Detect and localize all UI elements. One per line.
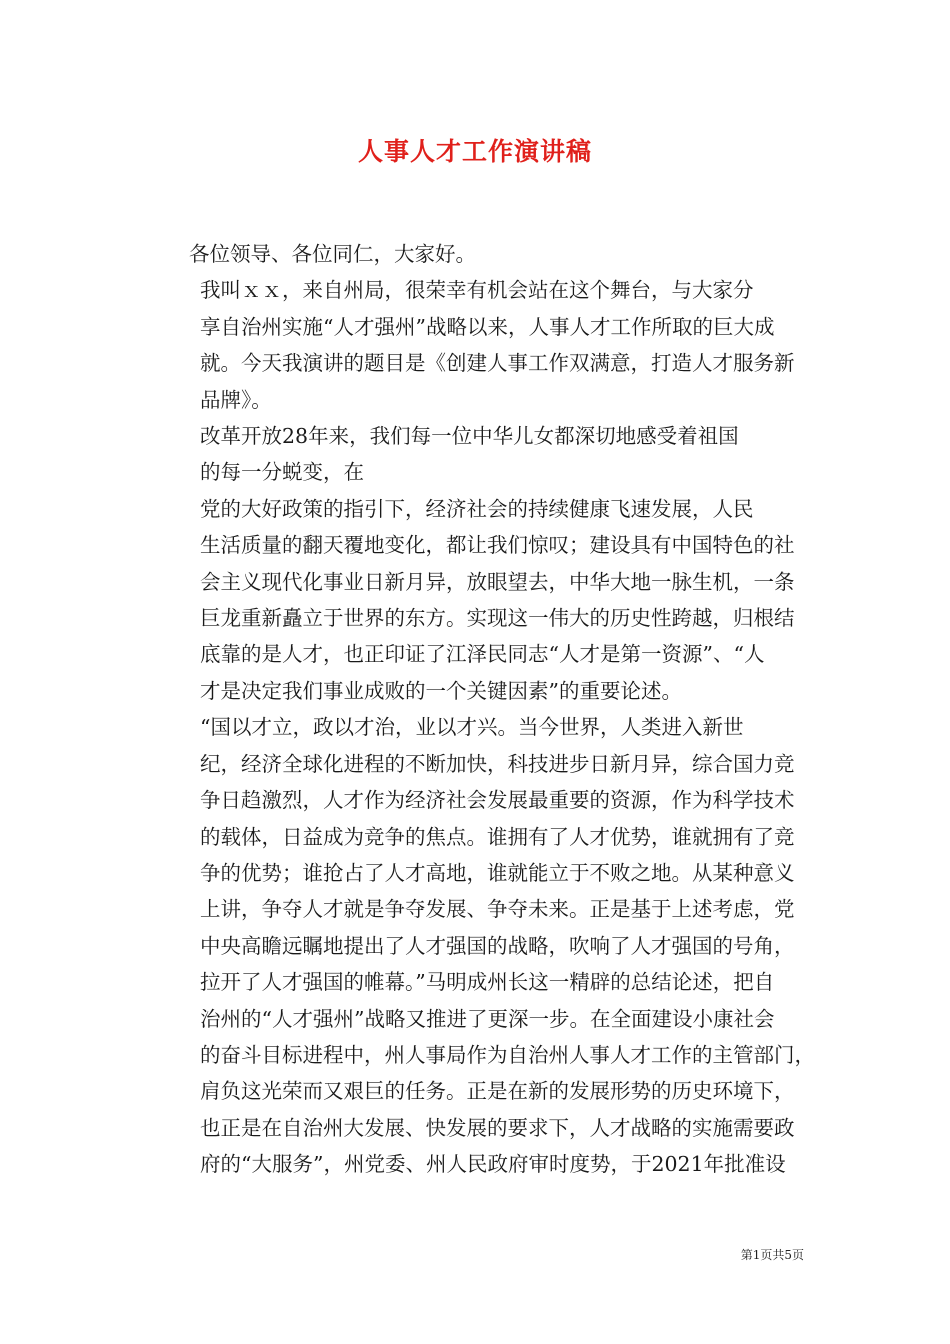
text-line: 才是决定我们事业成败的一个关键因素”的重要论述。 (200, 678, 682, 703)
paragraph-list (145, 272, 815, 1182)
text-line: 巨龙重新矗立于世界的东方。实现这一伟大的历史性跨越，归根结 (200, 606, 795, 631)
text-line: 争的优势；谁抢占了人才高地，谁就能立于不败之地。从某种意义 (200, 860, 795, 885)
text-line: 拉开了人才强国的帷幕。”马明成州长这一精辟的总结论述，把自 (200, 970, 775, 995)
text-line: 生活质量的翻天覆地变化，都让我们惊叹；建设具有中国特色的社 (200, 533, 795, 558)
text-line: 享自治州实施“人才强州”战略以来，人事人才工作所取的巨大成 (200, 314, 775, 339)
text-line: 纪，经济全球化进程的不断加快，科技进步日新月异，综合国力竞 (200, 751, 795, 776)
text-line: 党的大好政策的指引下，经济社会的持续健康飞速发展，人民 (200, 496, 754, 521)
text-line: 治州的“人才强州”战略又推进了更深一步。在全面建设小康社会 (200, 1006, 775, 1031)
text-line: 就。今天我演讲的题目是《创建人事工作双满意，打造人才服务新 (200, 351, 795, 376)
text-line: 肩负这光荣而又艰巨的任务。正是在新的发展形势的历史环境下， (200, 1079, 795, 1104)
text-line: 府的“大服务”，州党委、州人民政府审时度势，于2021年批准设 (200, 1152, 786, 1177)
text-line: 的奋斗目标进程中，州人事局作为自治州人事人才工作的主管部门， (200, 1042, 815, 1067)
text-line: 也正是在自治州大发展、快发展的要求下，人才战略的实施需要政 (200, 1115, 795, 1140)
document-body (145, 236, 815, 1183)
text-line: 中央高瞻远瞩地提出了人才强国的战略，吹响了人才强国的号角， (200, 933, 795, 958)
page-number: 第1页共5页 (740, 1248, 804, 1262)
body-paragraph (145, 272, 810, 418)
greeting: 各位领导、各位同仁，大家好。 (189, 242, 476, 266)
text-line: 我叫ｘｘ，来自州局，很荣幸有机会站在这个舞台，与大家分 (200, 278, 754, 303)
text-line: 争日趋激烈，人才作为经济社会发展最重要的资源，作为科学技术 (200, 788, 795, 813)
text-line: 会主义现代化事业日新月异，放眼望去，中华大地一脉生机，一条 (200, 569, 795, 594)
text-line: “国以才立，政以才治，业以才兴。当今世界，人类进入新世 (200, 715, 744, 740)
text-line: 上讲，争夺人才就是争夺发展、争夺未来。正是基于上述考虑，党 (200, 897, 795, 922)
text-line: 的载体，日益成为竞争的焦点。谁拥有了人才优势，谁就拥有了竞 (200, 824, 795, 849)
body-paragraph (145, 418, 810, 491)
body-paragraph (145, 491, 810, 709)
text-line: 的每一分蜕变，在 (200, 460, 364, 485)
text-line: 底靠的是人才，也正印证了江泽民同志“人才是第一资源”、“人 (200, 642, 765, 667)
body-paragraph (145, 709, 815, 1182)
text-line: 改革开放28年来，我们每一位中华儿女都深切地感受着祖国 (200, 424, 739, 449)
text-line: 品牌》。 (200, 387, 272, 412)
document-title: 人事人才工作演讲稿 (357, 137, 592, 166)
